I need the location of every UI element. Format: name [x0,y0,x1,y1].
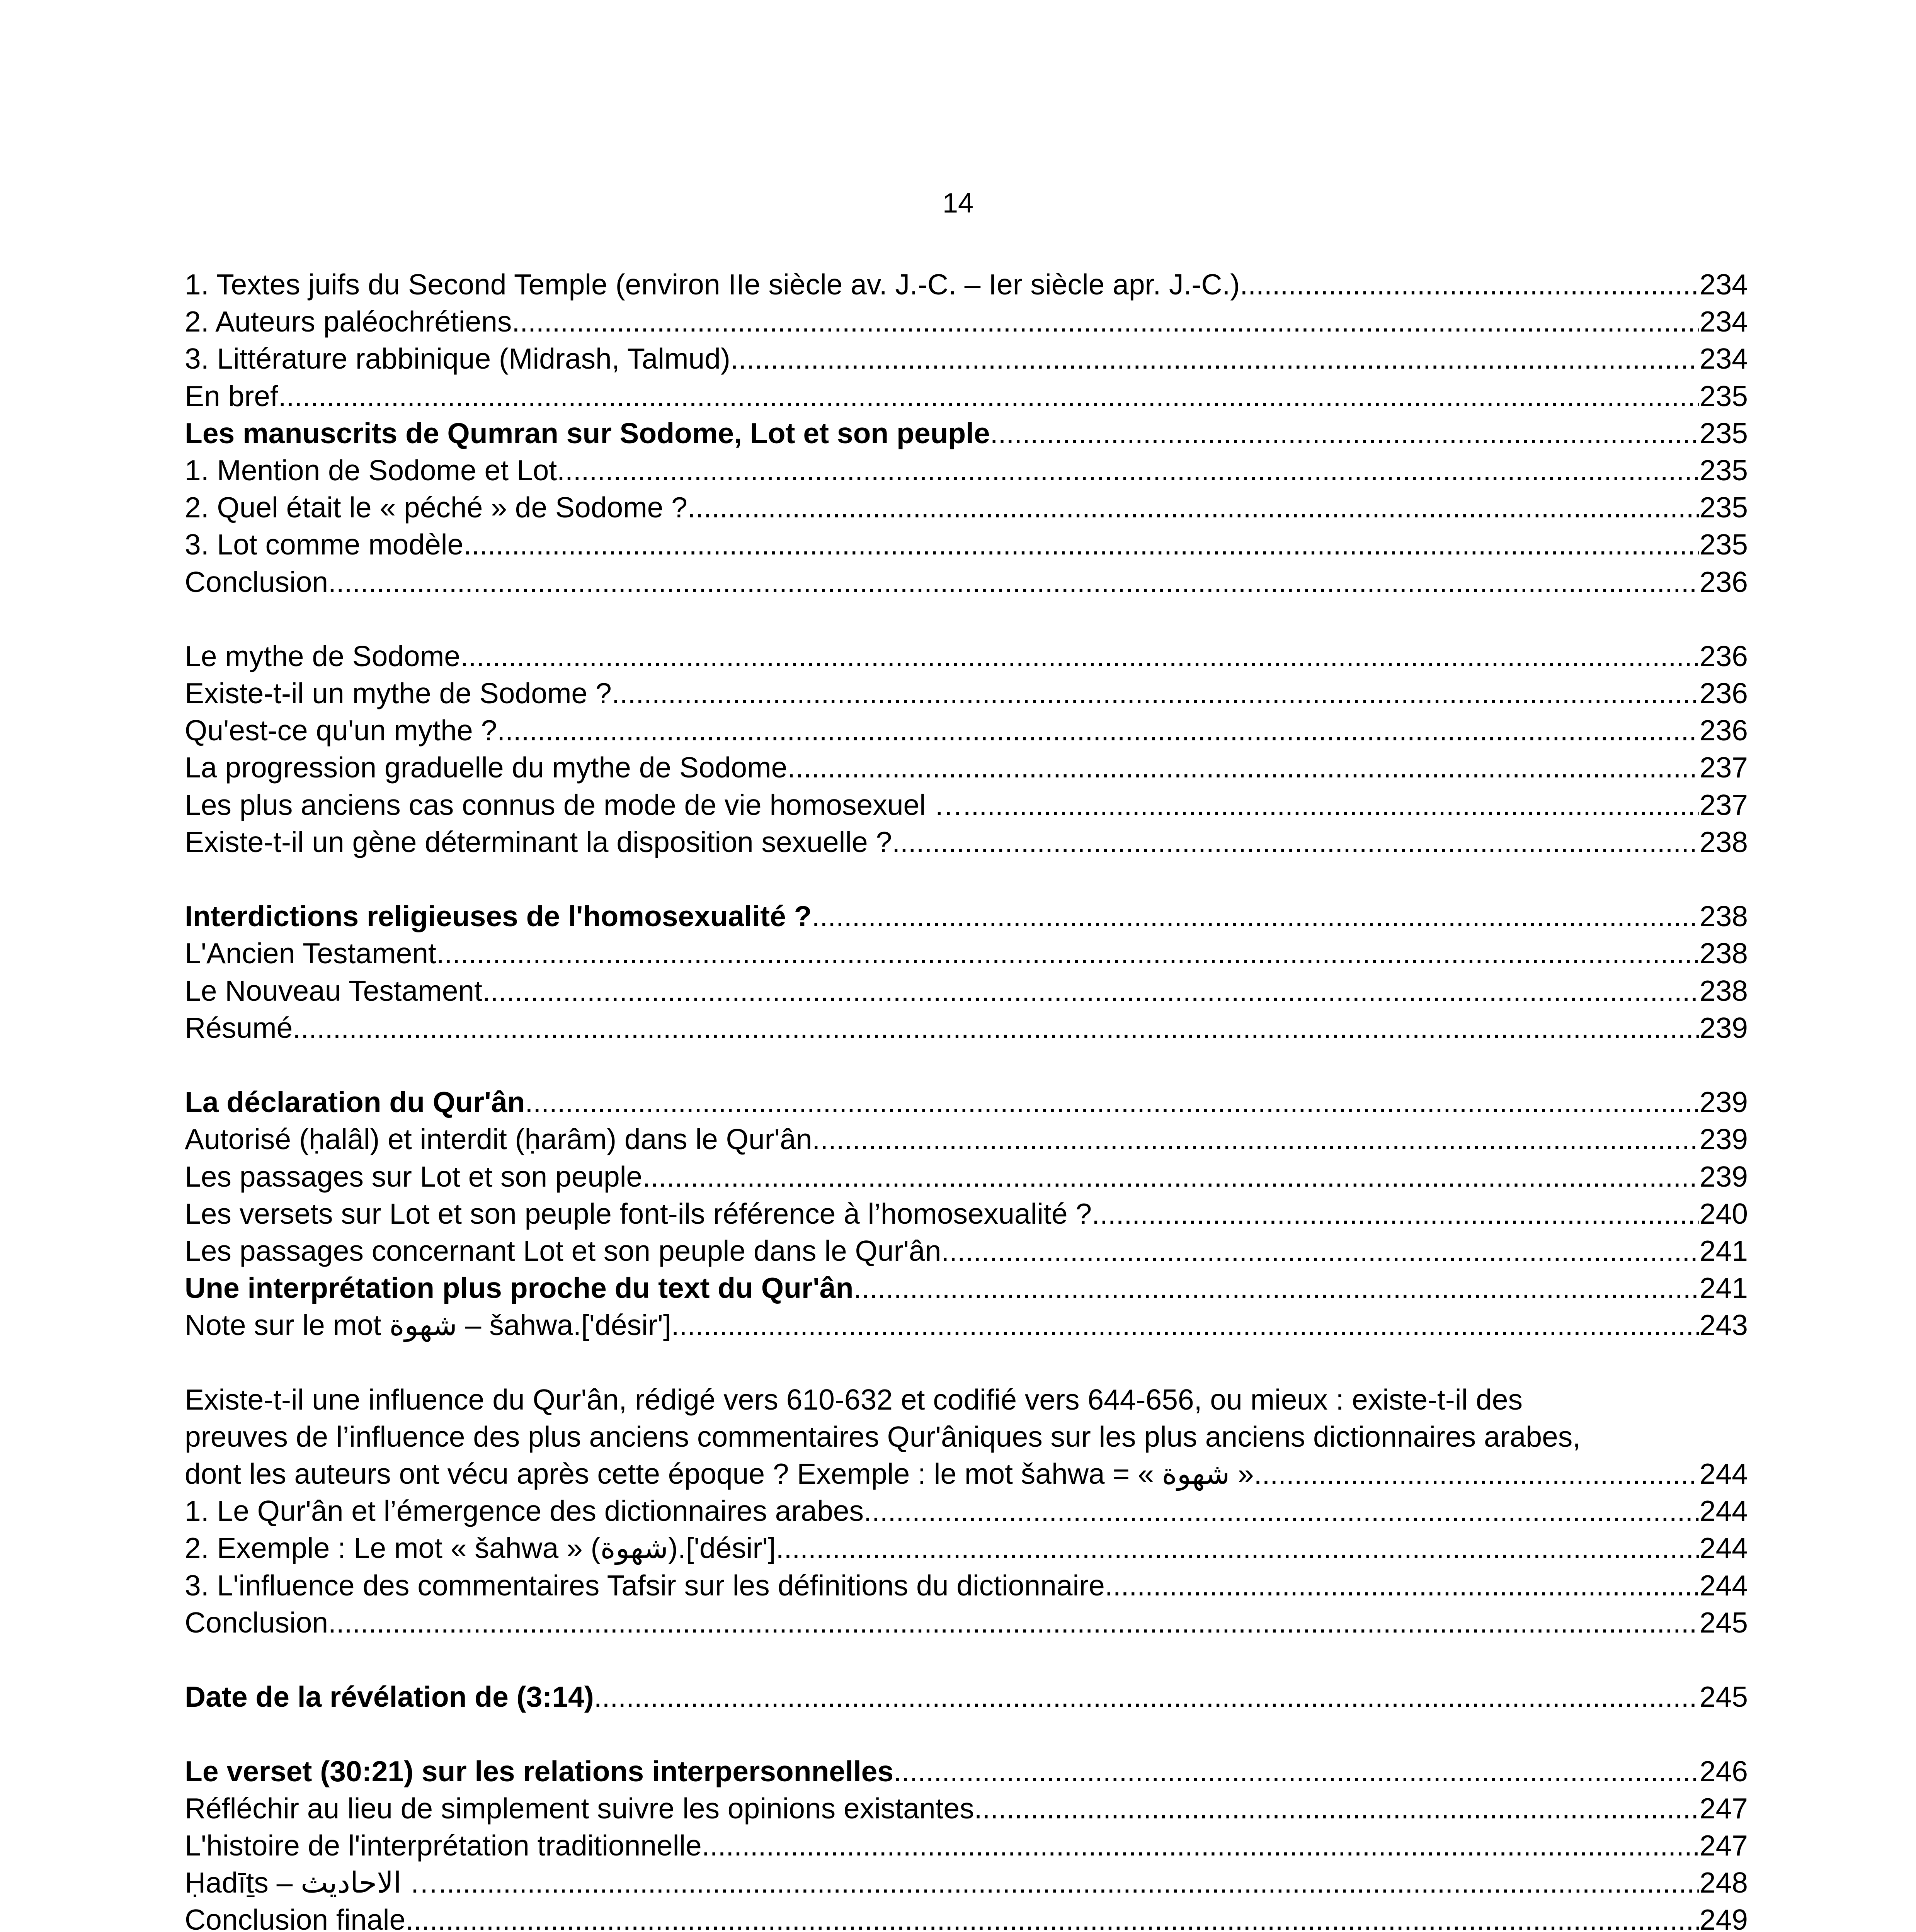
toc-entry-page: 245 [1699,1606,1748,1639]
dot-leader [525,1083,1698,1121]
dot-leader [612,675,1699,712]
toc-entry[interactable] [185,1083,1748,1121]
dot-leader [1105,1567,1699,1604]
dot-leader [328,1604,1699,1641]
toc-entry-page: 235 [1699,528,1748,561]
section-gap [185,1641,1748,1678]
toc-entry-page: 238 [1699,900,1748,933]
toc-entry[interactable] [185,1827,1748,1864]
section-gap [185,1344,1748,1381]
toc-entry[interactable] [185,266,1748,303]
toc-entry[interactable] [185,1232,1748,1269]
toc-entry[interactable] [185,1790,1748,1827]
dot-leader [463,526,1699,563]
toc-entry-title: 1. Le Qur'ân et l’émergence des dictionnaires arabes [185,1495,864,1527]
toc-entry-page: 243 [1699,1309,1748,1342]
toc-entry-page: 236 [1699,677,1748,710]
dot-leader [1240,266,1699,303]
toc-entry-page: 245 [1699,1680,1748,1713]
toc-entry-title: Conclusion [185,565,328,598]
dot-leader [893,1753,1699,1790]
toc-entry-title: Existe-t-il un mythe de Sodome ? [185,677,612,710]
dot-leader [974,1790,1699,1827]
page-number: 14 [942,188,974,219]
toc-entry-title: Le verset (30:21) sur les relations interpersonnelles [185,1755,894,1787]
toc-entry-page: 236 [1699,714,1748,747]
toc-entry[interactable] [185,1604,1748,1641]
toc-entry-title: 1. Textes juifs du Second Temple (environ IIe siècle av. J.-C. – Ier siècle apr. J.-C.) [185,268,1240,301]
toc-entry[interactable] [185,1529,1748,1566]
section-gap [185,600,1748,638]
toc-entry[interactable] [185,786,1748,823]
toc-entry-page: 244 [1699,1458,1748,1490]
toc-entry[interactable] [185,638,1748,675]
toc-entry-title: 3. Lot comme modèle [185,528,464,561]
table-of-contents [185,266,1748,1932]
toc-entry[interactable] [185,1306,1748,1344]
dot-leader [594,1678,1699,1715]
toc-entry-page: 235 [1699,417,1748,449]
toc-entry-page: 234 [1699,305,1748,338]
toc-entry[interactable] [185,1009,1748,1046]
dot-leader [328,563,1699,600]
toc-entry-title: Résumé [185,1011,293,1044]
toc-entry[interactable] [185,415,1748,452]
toc-entry-page: 238 [1699,825,1748,858]
toc-entry[interactable] [185,972,1748,1009]
toc-entry[interactable] [185,1567,1748,1604]
toc-entry[interactable] [185,712,1748,749]
toc-entry-title: Le mythe de Sodome [185,639,460,672]
toc-entry-page: 234 [1699,268,1748,301]
dot-leader [941,1232,1699,1269]
section-gap [185,861,1748,898]
toc-entry-page: 239 [1699,1011,1748,1044]
toc-entry-title: La déclaration du Qur'ân [185,1086,525,1119]
toc-entry-page: 240 [1699,1197,1748,1230]
toc-entry-title: Les versets sur Lot et son peuple font-ils référence à l’homosexualité ? [185,1197,1092,1230]
toc-entry-page: 235 [1699,379,1748,412]
toc-entry-page: 241 [1699,1234,1748,1267]
toc-entry[interactable] [185,563,1748,600]
toc-entry-page: 237 [1699,788,1748,821]
dot-leader [892,823,1699,861]
dot-leader [990,415,1699,452]
dot-leader [482,972,1699,1009]
toc-entry[interactable] [185,898,1748,935]
dot-leader [1092,1195,1699,1232]
toc-entry-page: 234 [1699,342,1748,375]
toc-entry-page: 235 [1699,491,1748,524]
toc-entry-page: 236 [1699,565,1748,598]
toc-entry-page: 238 [1699,974,1748,1007]
toc-entry-title: Les manuscrits de Qumran sur Sodome, Lot et son peuple [185,417,990,449]
toc-entry-page: 239 [1699,1123,1748,1156]
toc-entry-title: 2. Quel était le « péché » de Sodome ? [185,491,687,524]
toc-entry-title: Note sur le mot شهوة – šahwa.['désir'] [185,1309,671,1342]
toc-entry-title: Autorisé (ḥalâl) et interdit (ḥarâm) dans le Qur'ân [185,1123,812,1156]
toc-entry-title: dont les auteurs ont vécu après cette époque ? Exemple : le mot šahwa = « شهوة » [185,1458,1254,1490]
toc-entry-title: Interdictions religieuses de l'homosexualité ? [185,900,812,933]
toc-entry[interactable] [185,1864,1748,1901]
toc-entry-title: L'histoire de l'interprétation traditionnelle [185,1829,702,1862]
toc-entry-title: 3. L'influence des commentaires Tafsir sur les définitions du dictionnaire [185,1569,1105,1602]
toc-entry-title: Les passages concernant Lot et son peuple dans le Qur'ân [185,1234,941,1267]
dot-leader [436,935,1699,972]
toc-entry-page: 237 [1699,751,1748,784]
dot-leader [557,452,1699,489]
dot-leader [812,1121,1698,1158]
toc-entry-title: Conclusion [185,1606,328,1639]
toc-entry-page: 247 [1699,1792,1748,1825]
toc-entry-title: Le Nouveau Testament [185,974,482,1007]
section-gap [185,1046,1748,1083]
toc-entry-title: 3. Littérature rabbinique (Midrash, Talmud) [185,342,730,375]
dot-leader [405,1901,1699,1932]
dot-leader [671,1306,1699,1344]
dot-leader [497,712,1699,749]
toc-entry-title: Conclusion finale [185,1903,406,1932]
toc-entry-page: 239 [1699,1160,1748,1193]
dot-leader [278,378,1699,415]
dot-leader [439,1864,1699,1901]
toc-entry-page: 249 [1699,1903,1748,1932]
dot-leader [853,1269,1698,1306]
toc-entry-page: 241 [1699,1272,1748,1304]
toc-entry-title: En bref [185,379,278,412]
toc-entry-page: 244 [1699,1495,1748,1527]
dot-leader [702,1827,1699,1864]
dot-leader [963,786,1699,823]
toc-entry-title: 2. Exemple : Le mot « šahwa » (شهوة).['désir'] [185,1532,776,1565]
toc-entry[interactable] [185,1121,1748,1158]
toc-entry-title: Les plus anciens cas connus de mode de vie homosexuel … [185,788,963,821]
toc-entry-page: 246 [1699,1755,1748,1787]
toc-entry[interactable] [185,1455,1748,1492]
toc-entry[interactable] [185,1195,1748,1232]
dot-leader [460,638,1699,675]
toc-entry-title: Date de la révélation de (3:14) [185,1680,594,1713]
toc-entry[interactable] [185,1269,1748,1306]
toc-entry[interactable] [185,303,1748,340]
toc-entry-page: 239 [1699,1086,1748,1119]
dot-leader [1254,1455,1699,1492]
toc-entry-title: La progression graduelle du mythe de Sodome [185,751,788,784]
toc-entry-page: 247 [1699,1829,1748,1862]
dot-leader [687,489,1699,526]
toc-entry[interactable] [185,675,1748,712]
paragraph-line: preuves de l’influence des plus anciens commentaires Qur'âniques sur les plus anciens dictionnaires arabes, [185,1420,1581,1453]
dot-leader [512,303,1698,340]
toc-entry-title: Ḥadīṯs – الاحاديث … [185,1866,439,1899]
dot-leader [812,898,1698,935]
toc-entry-page: 244 [1699,1532,1748,1565]
dot-leader [293,1009,1699,1046]
toc-entry-page: 238 [1699,937,1748,970]
toc-entry[interactable] [185,1492,1748,1529]
toc-entry-page: 235 [1699,454,1748,486]
toc-entry[interactable] [185,935,1748,972]
toc-entry-title: Qu'est-ce qu'un mythe ? [185,714,497,747]
toc-entry[interactable] [185,823,1748,861]
toc-entry-page: 248 [1699,1866,1748,1899]
toc-entry-title: Une interprétation plus proche du text du Qur'ân [185,1272,854,1304]
section-gap [185,1715,1748,1752]
toc-entry-page: 244 [1699,1569,1748,1602]
toc-entry-title: Les passages sur Lot et son peuple [185,1160,643,1193]
toc-entry-page: 236 [1699,639,1748,672]
toc-entry-title: L'Ancien Testament [185,937,436,970]
toc-entry[interactable] [185,526,1748,563]
toc-entry[interactable] [185,378,1748,415]
paragraph-line: Existe-t-il une influence du Qur'ân, rédigé vers 610-632 et codifié vers 644-656, ou mieux : existe-t-il des [185,1383,1523,1416]
dot-leader [730,340,1699,377]
toc-entry[interactable] [185,1901,1748,1932]
toc-entry-title: Existe-t-il un gène déterminant la disposition sexuelle ? [185,825,892,858]
toc-entry[interactable] [185,749,1748,786]
toc-entry-title: 1. Mention de Sodome et Lot [185,454,557,486]
dot-leader [642,1158,1699,1195]
toc-entry-title: 2. Auteurs paléochrétiens [185,305,512,338]
toc-entry[interactable] [185,1678,1748,1715]
toc-entry[interactable] [185,340,1748,377]
toc-entry[interactable] [185,452,1748,489]
dot-leader [864,1492,1699,1529]
toc-entry[interactable] [185,489,1748,526]
dot-leader [787,749,1699,786]
dot-leader [776,1529,1699,1566]
toc-entry-title: Réfléchir au lieu de simplement suivre les opinions existantes [185,1792,974,1825]
toc-entry[interactable] [185,1158,1748,1195]
toc-entry[interactable] [185,1753,1748,1790]
